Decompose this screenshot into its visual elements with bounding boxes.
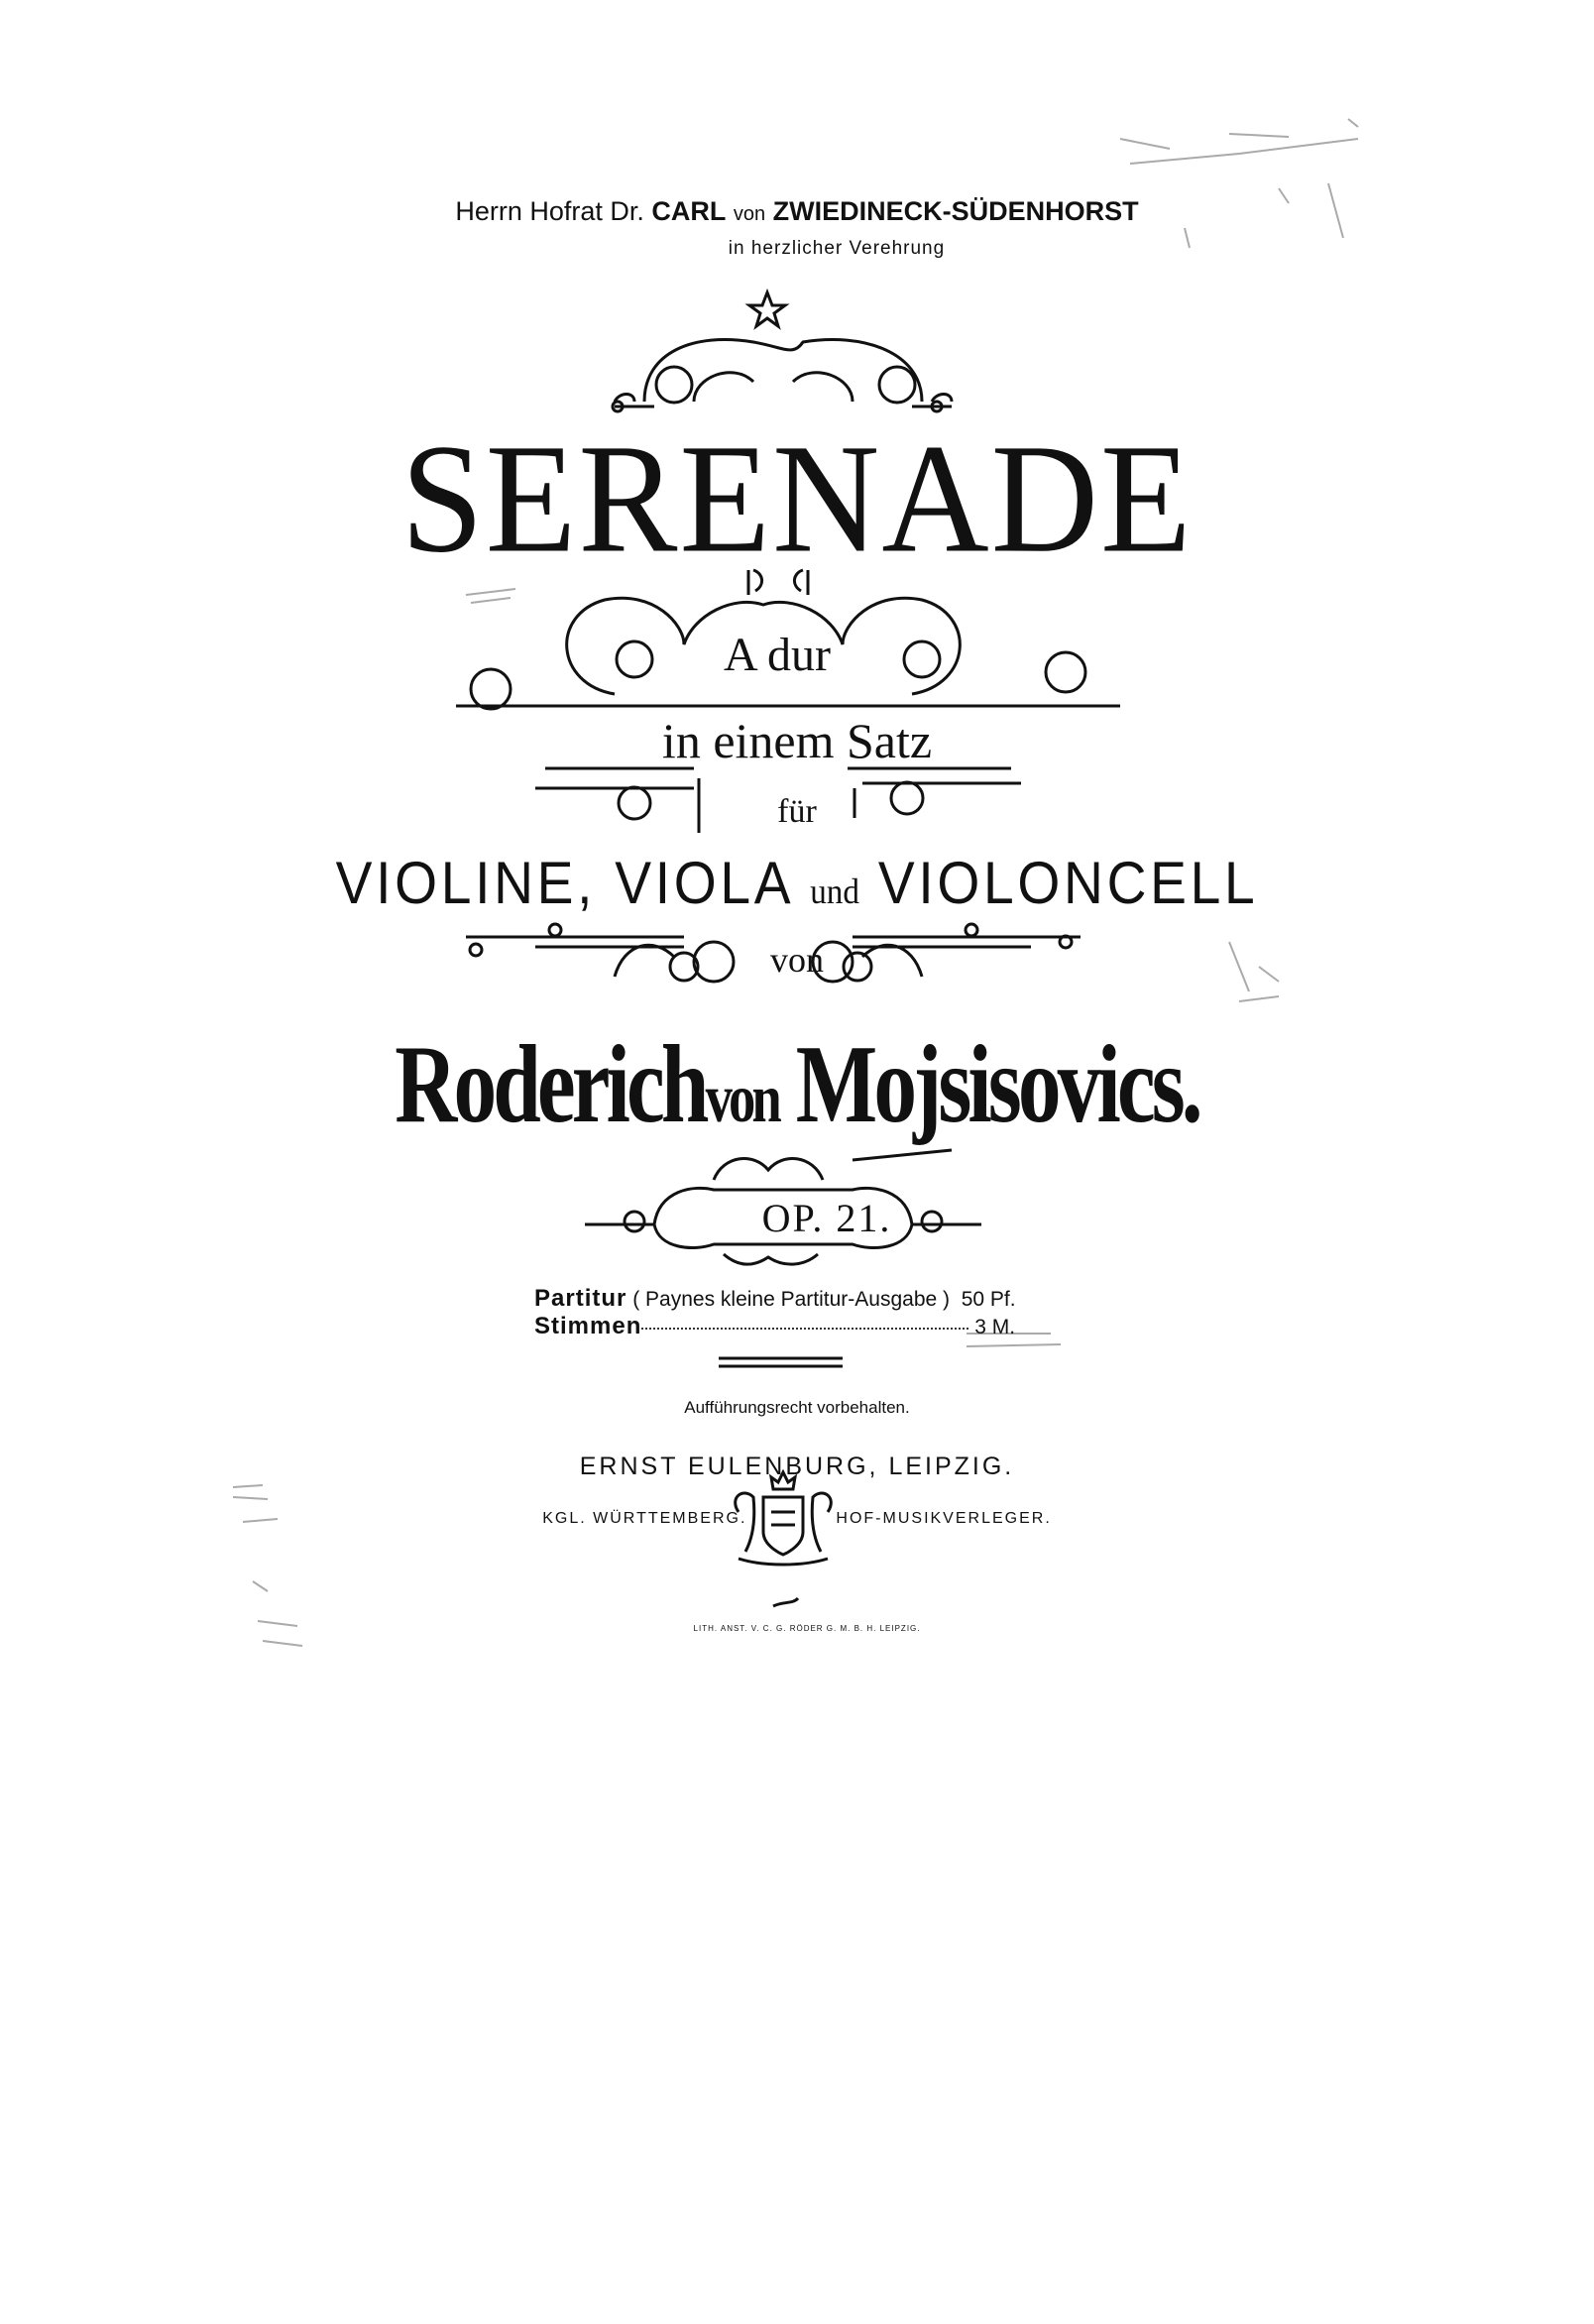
price-label: Stimmen bbox=[534, 1313, 642, 1339]
composer-particle: von bbox=[705, 1061, 778, 1137]
price-row-score bbox=[534, 1285, 1016, 1313]
composer-first: Roderich bbox=[395, 1023, 706, 1146]
purveyor-line bbox=[0, 1510, 1594, 1528]
opus-number: OP. 21. bbox=[761, 1196, 892, 1240]
composer-name bbox=[175, 1021, 1419, 1149]
instrumentation-part2: VIOLONCELL bbox=[877, 850, 1259, 916]
dedication-particle: von bbox=[733, 203, 766, 225]
price-detail: ( Paynes kleine Partitur-Ausgabe ) bbox=[632, 1288, 951, 1311]
composer-last: Mojsisovics. bbox=[795, 1023, 1199, 1146]
work-key: A dur bbox=[724, 629, 831, 681]
von-label: von bbox=[770, 940, 824, 980]
dedication-surname: ZWIEDINECK-SÜDENHORST bbox=[772, 196, 1139, 226]
purveyor-left: KGL. WÜRTTEMBERG. bbox=[542, 1510, 747, 1527]
price-value: 50 Pf. bbox=[961, 1288, 1016, 1311]
printer-imprint: LITH. ANST. V. C. G. RÖDER G. M. B. H. LEIPZIG. bbox=[693, 1624, 921, 1633]
price-value: 3 M. bbox=[974, 1316, 1016, 1338]
instrumentation-part1: VIOLINE, VIOLA bbox=[335, 850, 792, 916]
fuer-label: für bbox=[777, 793, 817, 830]
price-label: Partitur bbox=[534, 1285, 627, 1312]
price-row-parts bbox=[534, 1313, 1015, 1340]
performance-rights: Aufführungsrecht vorbehalten. bbox=[684, 1398, 910, 1417]
work-title: SERENADE bbox=[400, 411, 1194, 586]
work-form: in einem Satz bbox=[661, 713, 933, 768]
purveyor-right: HOF-MUSIKVERLEGER. bbox=[836, 1510, 1052, 1527]
instrumentation bbox=[63, 849, 1530, 917]
star-ornament bbox=[749, 292, 785, 326]
instrumentation-und: und bbox=[810, 872, 859, 911]
dedication-subline: in herzlicher Verehrung bbox=[728, 238, 946, 259]
dot-leader bbox=[641, 1327, 968, 1330]
dedication-prefix: Herrn Hofrat Dr. bbox=[455, 196, 652, 226]
upper-cartouche bbox=[644, 340, 922, 403]
dedication-first-name: CARL bbox=[651, 196, 727, 226]
publisher-name: ERNST EULENBURG, LEIPZIG. bbox=[579, 1452, 1015, 1480]
dedication-line bbox=[0, 196, 1594, 227]
